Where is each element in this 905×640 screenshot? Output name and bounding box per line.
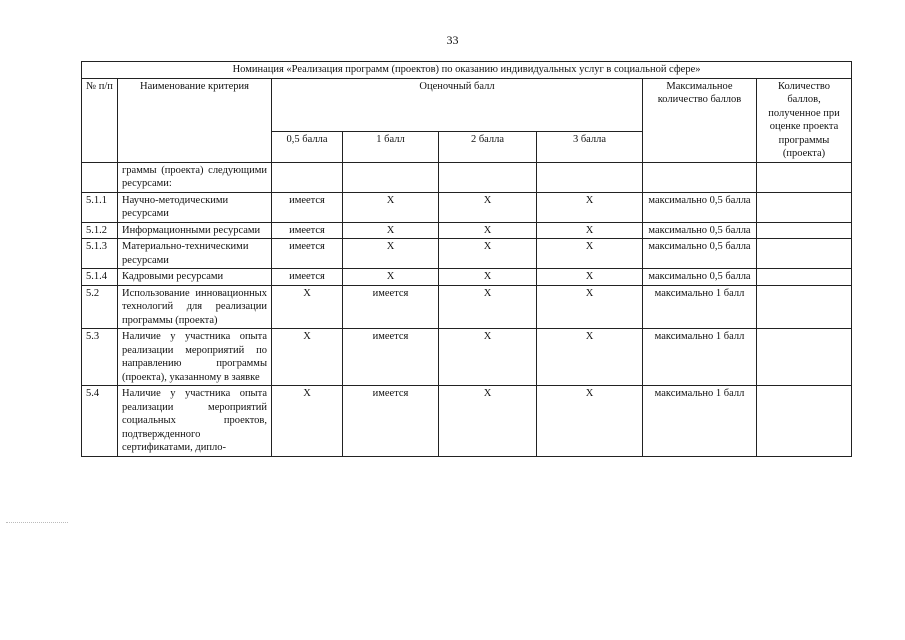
header-criterion: Наименование критерия bbox=[118, 78, 272, 162]
score-05: имеется bbox=[272, 192, 343, 222]
score-3: X bbox=[537, 285, 643, 329]
score-2: X bbox=[439, 269, 537, 286]
row-criterion: Материально-техническими ресурсами bbox=[118, 239, 272, 269]
table-row bbox=[82, 239, 852, 269]
row-criterion: Научно-методическими ресурсами bbox=[118, 192, 272, 222]
row-criterion: Использование инновационных технологий для реализации программы (проекта) bbox=[118, 285, 272, 329]
score-3 bbox=[537, 162, 643, 192]
row-criterion: граммы (проекта) следующими ресурсами: bbox=[118, 162, 272, 192]
row-num bbox=[82, 162, 118, 192]
row-num: 5.1.1 bbox=[82, 192, 118, 222]
score-1: имеется bbox=[343, 329, 439, 386]
score-2: X bbox=[439, 386, 537, 457]
score-05: имеется bbox=[272, 269, 343, 286]
table-row bbox=[82, 192, 852, 222]
score-1: X bbox=[343, 222, 439, 239]
header-row bbox=[82, 78, 852, 131]
score-3: X bbox=[537, 192, 643, 222]
table-row bbox=[82, 162, 852, 192]
row-received bbox=[757, 329, 852, 386]
row-criterion: Информационными ресурсами bbox=[118, 222, 272, 239]
row-criterion: Наличие у участника опыта реализации мероприятий социальных проектов, подтвержденного сертификатами, дипло- bbox=[118, 386, 272, 457]
table-row bbox=[82, 285, 852, 329]
score-05 bbox=[272, 162, 343, 192]
score-3: X bbox=[537, 239, 643, 269]
row-num: 5.3 bbox=[82, 329, 118, 386]
score-3: X bbox=[537, 269, 643, 286]
score-1 bbox=[343, 162, 439, 192]
header-received: Количество баллов, полученное при оценке проекта программы (проекта) bbox=[757, 78, 852, 162]
criteria-table bbox=[81, 61, 852, 457]
row-received bbox=[757, 285, 852, 329]
score-3: X bbox=[537, 329, 643, 386]
score-1: имеется bbox=[343, 386, 439, 457]
score-2: X bbox=[439, 285, 537, 329]
score-05: X bbox=[272, 386, 343, 457]
header-score-2: 2 балла bbox=[439, 131, 537, 162]
row-max: максимально 1 балл bbox=[643, 329, 757, 386]
score-2: X bbox=[439, 192, 537, 222]
score-05: имеется bbox=[272, 239, 343, 269]
score-1: X bbox=[343, 239, 439, 269]
row-num: 5.4 bbox=[82, 386, 118, 457]
table-row bbox=[82, 329, 852, 386]
row-max: максимально 0,5 балла bbox=[643, 269, 757, 286]
page-number: 33 bbox=[446, 33, 459, 47]
table-row bbox=[82, 386, 852, 457]
table-body bbox=[82, 162, 852, 456]
row-num: 5.1.3 bbox=[82, 239, 118, 269]
score-05: X bbox=[272, 329, 343, 386]
table-row bbox=[82, 222, 852, 239]
row-num: 5.2 bbox=[82, 285, 118, 329]
header-score-1: 1 балл bbox=[343, 131, 439, 162]
score-2: X bbox=[439, 222, 537, 239]
row-received bbox=[757, 269, 852, 286]
row-max: максимально 0,5 балла bbox=[643, 192, 757, 222]
row-received bbox=[757, 239, 852, 269]
header-score-05: 0,5 балла bbox=[272, 131, 343, 162]
score-2: X bbox=[439, 239, 537, 269]
table-row bbox=[82, 269, 852, 286]
header-num: № п/п bbox=[82, 78, 118, 162]
row-num: 5.1.2 bbox=[82, 222, 118, 239]
row-received bbox=[757, 222, 852, 239]
score-1: имеется bbox=[343, 285, 439, 329]
row-max: максимально 1 балл bbox=[643, 285, 757, 329]
score-3: X bbox=[537, 386, 643, 457]
row-criterion: Наличие у участника опыта реализации мероприятий по направлению программы (проекта), указанному в заявке bbox=[118, 329, 272, 386]
score-05: имеется bbox=[272, 222, 343, 239]
header-score-3: 3 балла bbox=[537, 131, 643, 162]
scan-artifact bbox=[6, 522, 68, 523]
row-max: максимально 0,5 балла bbox=[643, 222, 757, 239]
row-criterion: Кадровыми ресурсами bbox=[118, 269, 272, 286]
score-2: X bbox=[439, 329, 537, 386]
header-max: Максимальное количество баллов bbox=[643, 78, 757, 162]
row-num: 5.1.4 bbox=[82, 269, 118, 286]
nomination-title-row bbox=[82, 62, 852, 79]
score-1: X bbox=[343, 269, 439, 286]
nomination-title: Номинация «Реализация программ (проектов) по оказанию индивидуальных услуг в социальной сфере» bbox=[82, 62, 852, 79]
score-3: X bbox=[537, 222, 643, 239]
row-received bbox=[757, 192, 852, 222]
row-max: максимально 0,5 балла bbox=[643, 239, 757, 269]
row-received bbox=[757, 162, 852, 192]
score-2 bbox=[439, 162, 537, 192]
row-received bbox=[757, 386, 852, 457]
row-max bbox=[643, 162, 757, 192]
score-05: X bbox=[272, 285, 343, 329]
row-max: максимально 1 балл bbox=[643, 386, 757, 457]
score-1: X bbox=[343, 192, 439, 222]
header-score-group: Оценочный балл bbox=[272, 78, 643, 131]
